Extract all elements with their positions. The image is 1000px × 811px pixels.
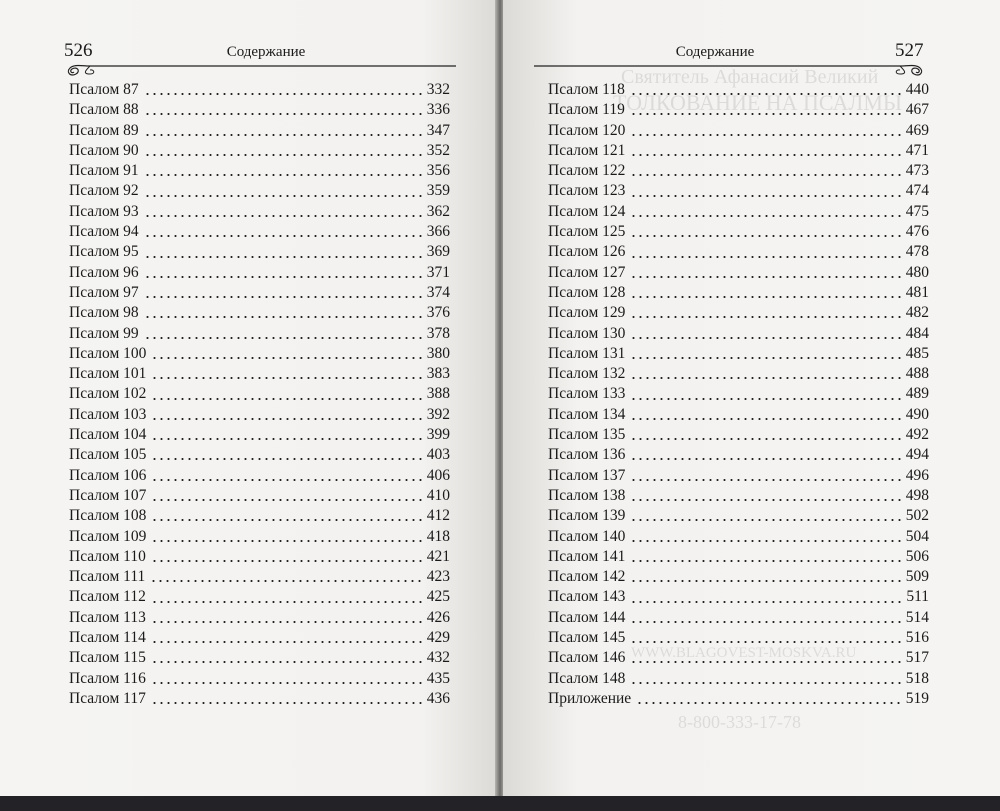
toc-entry-page: 490 [905,405,929,423]
toc-entry [69,608,450,628]
toc-entry [548,648,929,668]
toc-entry-title: Псалом 88 [69,101,139,119]
toc-dot-leader [151,479,421,481]
right-running-head: Содержание [675,44,755,60]
toc-dot-leader [630,682,900,684]
right-toc-list [548,80,929,709]
toc-entry-page: 473 [905,162,929,180]
toc-dot-leader [630,438,900,440]
background-edge [0,796,1000,811]
toc-entry-page: 380 [426,344,450,362]
toc-dot-leader [630,560,900,562]
toc-entry-title: Псалом 101 [69,365,147,383]
left-page [0,0,497,796]
toc-entry-page: 519 [905,689,929,707]
toc-dot-leader [630,641,900,643]
toc-dot-leader [151,601,422,603]
toc-dot-leader [630,113,901,115]
toc-entry-title: Псалом 118 [548,81,625,98]
toc-entry-page: 432 [426,649,450,667]
show-through-line-4: WWW.BLAGOVEST-MOSKVA.RU [631,645,857,661]
toc-entry-title: Псалом 97 [69,283,139,301]
toc-entry-title: Псалом 100 [69,344,147,362]
toc-entry-page: 332 [426,81,450,98]
toc-entry-page: 518 [905,669,929,687]
toc-entry [69,121,450,141]
toc-entry-title: Псалом 111 [69,568,146,586]
toc-entry-title: Псалом 123 [548,182,626,200]
toc-entry [69,567,450,587]
toc-entry [548,567,929,587]
toc-dot-leader [630,337,900,339]
toc-entry [69,100,450,120]
toc-entry-page: 425 [426,588,450,606]
toc-entry-page: 494 [905,446,929,464]
toc-dot-leader [144,337,422,339]
toc-entry [548,466,929,486]
toc-entry [69,141,450,161]
toc-entry-page: 426 [426,608,450,626]
toc-entry-title: Псалом 92 [69,182,139,200]
toc-dot-leader [151,418,421,420]
toc-entry-title: Псалом 129 [548,304,626,322]
toc-entry-page: 399 [426,426,450,444]
toc-dot-leader [630,661,900,663]
show-through-line-2: ТОЛКОВАНИЕ НА ПСАЛМЫ [613,90,903,115]
toc-entry-title: Приложение [548,689,632,707]
toc-entry-page: 440 [905,81,929,98]
toc-entry-title: Псалом 104 [69,426,147,444]
toc-entry-page: 412 [426,507,450,525]
toc-entry-page: 423 [426,568,450,586]
toc-entry-title: Псалом 109 [69,527,147,545]
toc-dot-leader [630,479,900,481]
left-page-number: 526 [64,40,93,61]
toc-entry-title: Псалом 139 [548,507,626,525]
toc-entry-page: 371 [426,263,450,281]
toc-entry-title: Псалом 103 [69,405,147,423]
toc-entry-title: Псалом 112 [69,588,146,606]
toc-entry [69,466,450,486]
toc-entry-title: Псалом 99 [69,324,139,342]
toc-entry-title: Псалом 89 [69,121,139,139]
toc-entry-title: Псалом 145 [548,629,626,647]
toc-dot-leader [630,418,900,420]
toc-dot-leader [630,316,900,318]
toc-entry [69,242,450,262]
toc-entry-page: 481 [905,283,929,301]
toc-entry-title: Псалом 144 [548,608,626,626]
toc-entry-page: 498 [905,486,929,504]
toc-dot-leader [151,560,422,562]
toc-entry-page: 514 [905,608,929,626]
toc-entry-title: Псалом 93 [69,202,139,220]
toc-entry-page: 366 [426,223,450,241]
toc-entry-page: 378 [426,324,450,342]
toc-dot-leader [630,458,900,460]
toc-entry-title: Псалом 108 [69,507,147,525]
toc-entry [548,202,929,222]
toc-dot-leader [151,682,422,684]
toc-dot-leader [630,296,900,298]
toc-dot-leader [144,276,422,278]
toc-entry [548,283,929,303]
toc-dot-leader [151,438,421,440]
toc-dot-leader [636,702,901,704]
toc-entry [548,506,929,526]
toc-dot-leader [144,235,422,237]
toc-entry-title: Псалом 117 [69,689,146,707]
toc-entry-title: Псалом 114 [69,629,146,647]
toc-dot-leader [151,661,422,663]
toc-entry-page: 403 [426,446,450,464]
toc-entry [69,303,450,323]
toc-entry-page: 352 [426,141,450,159]
toc-entry-title: Псалом 121 [548,141,626,159]
toc-dot-leader [630,621,900,623]
toc-entry-page: 511 [906,588,929,606]
left-header-ornament-icon [60,60,457,80]
toc-entry-page: 489 [905,385,929,403]
toc-entry [69,202,450,222]
toc-dot-leader [630,93,901,95]
toc-dot-leader [630,398,900,400]
toc-dot-leader [144,256,422,258]
toc-entry [69,587,450,607]
toc-entry-title: Псалом 130 [548,324,626,342]
toc-entry-title: Псалом 148 [548,669,626,687]
toc-entry [548,547,929,567]
toc-entry-page: 410 [426,486,450,504]
toc-entry-page: 359 [426,182,450,200]
toc-entry [69,648,450,668]
toc-entry [548,689,929,709]
toc-dot-leader [630,134,900,136]
right-page [503,0,1000,796]
toc-entry-title: Псалом 115 [69,649,146,667]
toc-entry [69,222,450,242]
toc-entry [548,527,929,547]
toc-entry [548,324,929,344]
toc-dot-leader [151,377,421,379]
toc-dot-leader [630,519,900,521]
toc-entry [548,364,929,384]
toc-entry-page: 471 [905,141,929,159]
toc-dot-leader [630,235,900,237]
toc-entry-page: 502 [905,507,929,525]
toc-entry-title: Псалом 126 [548,243,626,261]
toc-entry [69,283,450,303]
toc-dot-leader [630,540,900,542]
toc-entry-page: 467 [905,101,929,119]
toc-entry [69,547,450,567]
toc-dot-leader [144,113,422,115]
toc-entry-page: 504 [905,527,929,545]
toc-entry [69,263,450,283]
toc-entry-title: Псалом 102 [69,385,147,403]
show-through-line-3: 8-800-333-17-78 [678,712,801,732]
toc-dot-leader [144,215,422,217]
toc-entry-title: Псалом 136 [548,446,626,464]
toc-dot-leader [630,154,900,156]
toc-entry-page: 517 [905,649,929,667]
toc-dot-leader [630,256,900,258]
toc-dot-leader [151,519,421,521]
toc-entry-title: Псалом 110 [69,547,146,565]
toc-entry-title: Псалом 146 [548,649,626,667]
toc-entry-title: Псалом 95 [69,243,139,261]
toc-entry-page: 475 [905,202,929,220]
toc-entry-page: 383 [426,365,450,383]
toc-dot-leader [151,458,421,460]
toc-entry-page: 492 [905,426,929,444]
toc-entry-page: 516 [905,629,929,647]
toc-entry [69,445,450,465]
toc-entry [69,161,450,181]
toc-entry-title: Псалом 91 [69,162,139,180]
toc-entry-page: 376 [426,304,450,322]
toc-entry [69,364,450,384]
show-through-line-1: Святитель Афанасий Великий [621,66,879,88]
toc-entry-page: 392 [426,405,450,423]
toc-entry-title: Псалом 142 [548,568,626,586]
toc-entry-page: 476 [905,223,929,241]
toc-entry-title: Псалом 94 [69,223,139,241]
toc-entry [548,121,929,141]
toc-entry-page: 418 [426,527,450,545]
toc-entry [548,181,929,201]
toc-dot-leader [630,195,900,197]
toc-dot-leader [630,357,900,359]
toc-dot-leader [630,276,900,278]
toc-dot-leader [151,357,421,359]
toc-entry [548,587,929,607]
toc-dot-leader [151,499,421,501]
toc-entry [69,344,450,364]
toc-entry-page: 509 [905,568,929,586]
toc-dot-leader [630,601,901,603]
toc-entry [548,425,929,445]
toc-entry [548,100,929,120]
toc-entry-title: Псалом 119 [548,101,625,119]
toc-entry [69,425,450,445]
toc-entry-page: 356 [426,162,450,180]
toc-entry-title: Псалом 122 [548,162,626,180]
toc-entry [548,222,929,242]
toc-entry [69,405,450,425]
toc-entry-page: 469 [905,121,929,139]
toc-entry [548,628,929,648]
toc-entry [548,303,929,323]
toc-dot-leader [144,195,422,197]
toc-entry-title: Псалом 140 [548,527,626,545]
toc-dot-leader [144,154,422,156]
toc-dot-leader [151,540,421,542]
toc-entry-page: 435 [426,669,450,687]
toc-entry-page: 362 [426,202,450,220]
toc-dot-leader [630,174,900,176]
toc-entry-page: 406 [426,466,450,484]
toc-entry-title: Псалом 120 [548,121,626,139]
right-header-ornament-icon [533,60,930,80]
toc-entry [548,161,929,181]
toc-dot-leader [151,641,422,643]
toc-entry-page: 496 [905,466,929,484]
toc-entry-page: 506 [905,547,929,565]
toc-entry-title: Псалом 106 [69,466,147,484]
toc-dot-leader [144,296,422,298]
toc-entry-title: Псалом 135 [548,426,626,444]
toc-entry-title: Псалом 124 [548,202,626,220]
toc-dot-leader [630,580,900,582]
toc-entry-page: 488 [905,365,929,383]
toc-dot-leader [630,499,900,501]
toc-dot-leader [151,702,422,704]
toc-entry-title: Псалом 131 [548,344,626,362]
toc-entry-page: 436 [426,689,450,707]
toc-entry-page: 485 [905,344,929,362]
toc-entry [548,242,929,262]
toc-entry-title: Псалом 96 [69,263,139,281]
toc-entry-title: Псалом 132 [548,365,626,383]
toc-dot-leader [144,174,422,176]
toc-entry-page: 482 [905,304,929,322]
toc-entry-page: 374 [426,283,450,301]
toc-dot-leader [144,316,422,318]
toc-entry-page: 347 [426,121,450,139]
toc-entry-title: Псалом 98 [69,304,139,322]
toc-entry-page: 336 [426,101,450,119]
toc-entry [548,486,929,506]
toc-entry-page: 429 [426,629,450,647]
toc-entry [69,80,450,100]
toc-entry [548,445,929,465]
toc-entry-title: Псалом 138 [548,486,626,504]
toc-entry [548,384,929,404]
toc-entry [548,141,929,161]
toc-entry [69,527,450,547]
toc-dot-leader [144,93,422,95]
toc-entry-title: Псалом 127 [548,263,626,281]
toc-entry [69,181,450,201]
toc-entry-page: 388 [426,385,450,403]
toc-entry [548,405,929,425]
toc-entry [69,669,450,689]
toc-entry [69,689,450,709]
toc-entry-title: Псалом 137 [548,466,626,484]
toc-entry [548,344,929,364]
toc-entry-title: Псалом 107 [69,486,147,504]
toc-entry-title: Псалом 128 [548,283,626,301]
toc-entry-title: Псалом 141 [548,547,626,565]
toc-entry-title: Псалом 116 [69,669,146,687]
toc-entry [69,506,450,526]
left-running-head: Содержание [226,44,306,60]
toc-entry-title: Псалом 113 [69,608,146,626]
toc-dot-leader [630,215,900,217]
toc-entry-title: Псалом 134 [548,405,626,423]
left-toc-list [69,80,450,709]
toc-entry-page: 369 [426,243,450,261]
toc-entry-title: Псалом 90 [69,141,139,159]
toc-entry [69,486,450,506]
toc-entry-title: Псалом 105 [69,446,147,464]
toc-entry [548,669,929,689]
toc-dot-leader [151,398,421,400]
toc-entry-page: 478 [905,243,929,261]
toc-entry [69,384,450,404]
toc-entry-title: Псалом 133 [548,385,626,403]
toc-entry [548,608,929,628]
toc-entry-title: Псалом 87 [69,81,139,98]
toc-dot-leader [151,621,422,623]
toc-entry-title: Псалом 143 [548,588,626,606]
toc-entry [69,628,450,648]
toc-entry [548,80,929,100]
toc-entry [69,324,450,344]
right-page-number: 527 [895,40,924,61]
toc-entry-page: 421 [426,547,450,565]
toc-entry-page: 484 [905,324,929,342]
toc-entry [548,263,929,283]
toc-dot-leader [630,377,900,379]
toc-entry-page: 480 [905,263,929,281]
toc-dot-leader [144,134,422,136]
toc-entry-title: Псалом 125 [548,223,626,241]
toc-entry-page: 474 [905,182,929,200]
toc-dot-leader [150,580,421,582]
